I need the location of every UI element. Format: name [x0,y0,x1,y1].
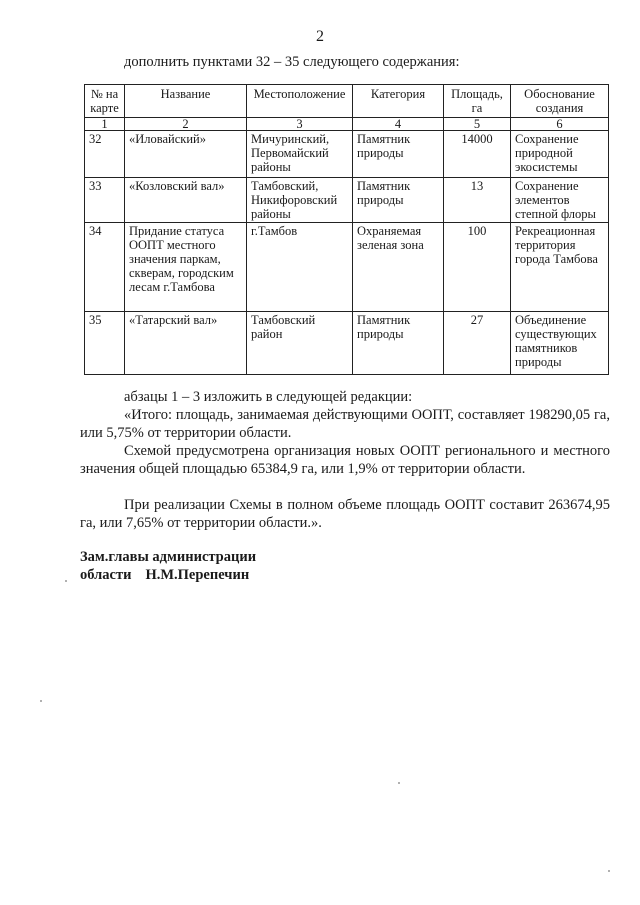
row-reason: Рекреационная территория города Тамбова [511,223,609,312]
table-row [85,178,609,223]
row-reason: Сохранение элементов степной флоры [511,178,609,223]
row-reason: Сохранение природной экосистемы [511,131,609,178]
row-location: Мичуринский, Первомайский районы [247,131,353,178]
signature-title-line2 [80,566,256,584]
table-header-row [85,85,609,118]
paragraph-total-area: «Итого: площадь, занимаемая действующими ООПТ, составляет 198290,05 га, или 5,75% от территории области. [80,407,610,441]
row-name: Придание статуса ООПТ местного значения паркам, скверам, городским лесам г.Тамбова [125,223,247,312]
paragraph-instruction: абзацы 1 – 3 изложить в следующей редакции: [124,389,413,405]
signature-region: области [80,567,132,583]
row-area: 13 [444,178,511,223]
row-area: 14000 [444,131,511,178]
row-name: «Иловайский» [125,131,247,178]
signature-title: Зам.главы администрации [80,549,257,565]
column-number: 3 [247,118,353,131]
paragraph-full-implementation: При реализации Схемы в полном объеме площадь ООПТ составит 263674,95 га, или 7,65% от территории области.». [80,497,610,531]
column-number: 1 [85,118,125,131]
column-number: 5 [444,118,511,131]
row-map-no: 32 [85,131,125,178]
scan-speck [608,870,610,872]
header-map-no: № на карте [85,85,125,118]
column-number: 6 [511,118,609,131]
column-number: 4 [353,118,444,131]
table-row [85,223,609,312]
scan-speck [40,700,42,702]
table-row [85,131,609,178]
signature-name: Н.М.Перепечин [145,567,250,583]
paragraph-planned-oopt: Схемой предусмотрена организация новых ООПТ регионального и местного значения общей площадью 65384,9 га, или 1,9% от территории области. [80,443,610,477]
row-category: Памятник природы [353,178,444,223]
scan-speck [65,580,67,582]
header-category: Категория [353,85,444,118]
column-number: 2 [125,118,247,131]
row-map-no: 33 [85,178,125,223]
signature-block [80,548,256,584]
row-name: «Козловский вал» [125,178,247,223]
ooptable [84,84,609,375]
row-map-no: 34 [85,223,125,312]
row-area: 100 [444,223,511,312]
row-location: г.Тамбов [247,223,353,312]
header-location: Местоположение [247,85,353,118]
scan-speck [398,782,400,784]
header-area: Площадь, га [444,85,511,118]
row-reason: Объединение существующих памятников природы [511,312,609,375]
table-row [85,312,609,375]
row-map-no: 35 [85,312,125,375]
intro-text: дополнить пунктами 32 – 35 следующего содержания: [124,54,460,70]
header-name: Название [125,85,247,118]
row-category: Памятник природы [353,131,444,178]
row-location: Тамбовский, Никифоровский районы [247,178,353,223]
row-area: 27 [444,312,511,375]
page-number: 2 [316,28,324,45]
row-category: Охраняемая зеленая зона [353,223,444,312]
column-number-row [85,118,609,131]
header-reason: Обоснование создания [511,85,609,118]
row-location: Тамбовский район [247,312,353,375]
row-category: Памятник природы [353,312,444,375]
row-name: «Татарский вал» [125,312,247,375]
